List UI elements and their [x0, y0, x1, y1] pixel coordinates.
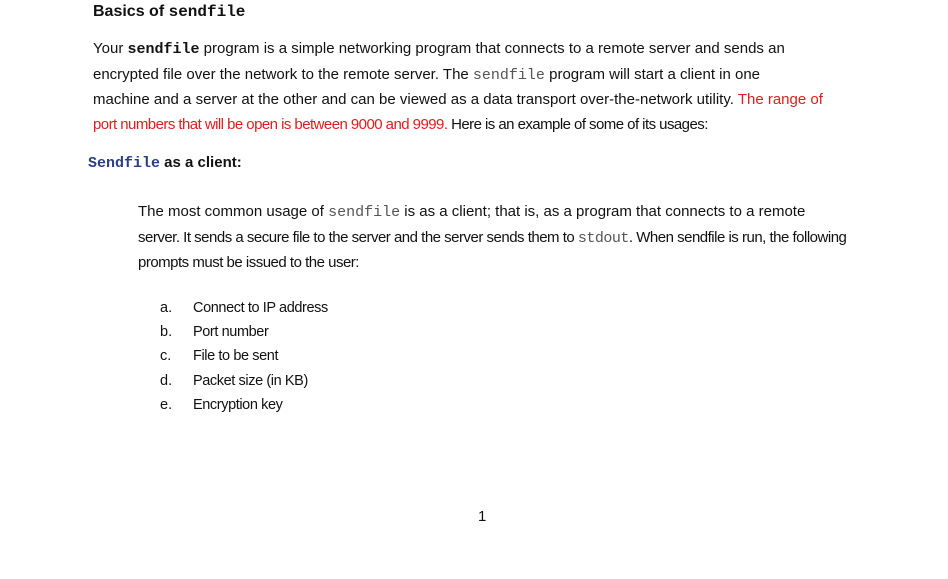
- intro-text: program will start a client in one: [544, 65, 761, 83]
- port-range-note: port numbers that will be open is between 9000 and 9999.: [93, 115, 448, 133]
- intro-text: encrypted file over the network to the remote server. The: [93, 65, 473, 83]
- client-line-2: [138, 226, 858, 252]
- list-item-text: Port number: [193, 324, 269, 341]
- client-text: is as a client; that is, as a program that connects to a remote: [400, 203, 806, 220]
- port-range-note: The range of: [737, 91, 823, 108]
- list-item: [160, 344, 328, 368]
- list-marker: b.: [160, 324, 173, 341]
- client-subheading-code: Sendfile: [88, 155, 161, 172]
- intro-paragraph: [93, 37, 875, 137]
- client-text: server. It sends a secure file to the server and the server sends them to: [138, 228, 578, 246]
- client-paragraph: [138, 200, 858, 276]
- list-item-text: Connect to IP address: [193, 300, 328, 316]
- section-heading-prefix: Basics of: [93, 3, 169, 20]
- intro-text: program is a simple networking program that connects to a remote server and sends an: [199, 40, 785, 57]
- intro-line-4: [93, 113, 875, 138]
- intro-line-1: [93, 37, 875, 63]
- list-item-text: Encryption key: [193, 396, 283, 413]
- intro-line-3: [93, 88, 875, 113]
- intro-line-2: [93, 63, 875, 89]
- list-marker: c.: [160, 348, 172, 365]
- client-code-stdout: stdout: [577, 229, 629, 247]
- list-item: [160, 369, 328, 393]
- section-heading-code: sendfile: [168, 3, 246, 21]
- client-subheading-text: as a client:: [160, 154, 242, 171]
- list-marker: d.: [160, 372, 173, 389]
- client-text: . When sendfile is run, the following: [628, 228, 847, 246]
- prompt-list: [160, 296, 328, 417]
- list-item-text: File to be sent: [193, 348, 279, 365]
- section-heading: [93, 3, 245, 21]
- client-line-1: [138, 200, 858, 226]
- client-code-sendfile: sendfile: [328, 204, 401, 221]
- intro-code-sendfile: sendfile: [127, 41, 200, 58]
- list-marker: e.: [160, 396, 173, 413]
- intro-code-sendfile: sendfile: [472, 66, 545, 84]
- list-item: [160, 296, 328, 320]
- list-item: [160, 320, 328, 344]
- intro-text: Your: [93, 40, 128, 57]
- page-number: 1: [478, 508, 487, 525]
- client-text: The most common usage of: [138, 203, 329, 220]
- intro-text: Here is an example of some of its usages:: [447, 115, 708, 133]
- list-item: [160, 393, 328, 417]
- list-item-text: Packet size (in KB): [193, 372, 308, 389]
- client-line-3: prompts must be issued to the user:: [138, 254, 359, 271]
- client-subheading: [88, 154, 242, 172]
- list-marker: a.: [160, 300, 173, 316]
- intro-text: machine and a server at the other and can be viewed as a data transport over-the-network utility.: [93, 91, 738, 108]
